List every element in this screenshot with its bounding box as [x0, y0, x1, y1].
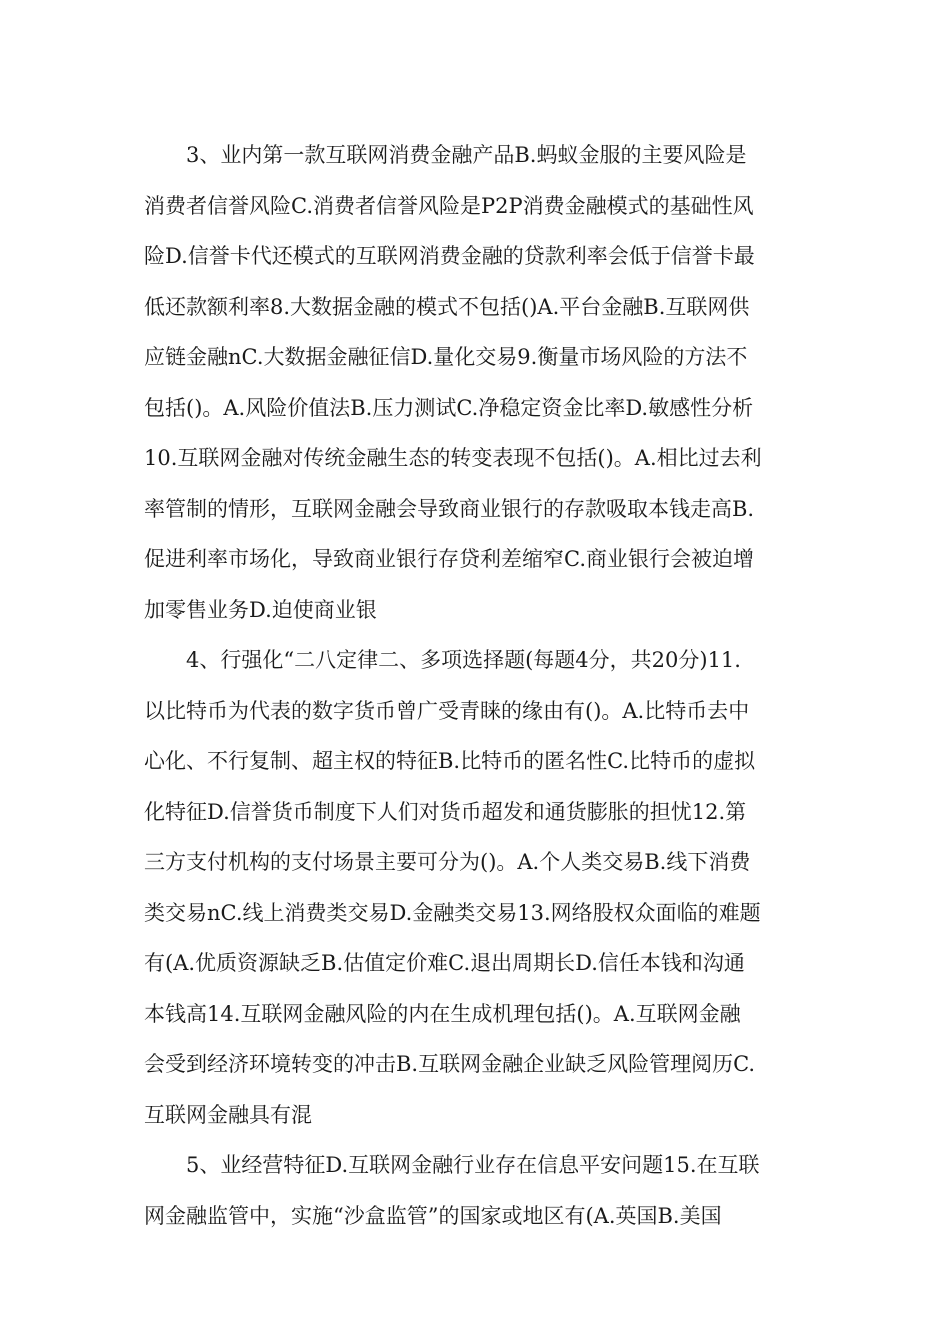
text-line: 消费者信誉风险C.消费者信誉风险是P2P消费金融模式的基础性风: [144, 193, 754, 218]
text-line: 类交易nC.线上消费类交易D.金融类交易13.网络股权众面临的难题: [144, 900, 761, 925]
text-line: 5、业经营特征D.互联网金融行业存在信息平安问题15.在互联: [186, 1153, 760, 1177]
text-line: 4、行强化“二八定律二、多项选择题(每题4分，共20分)11.: [186, 648, 741, 672]
text-line: 险D.信誉卡代还模式的互联网消费金融的贷款利率会低于信誉卡最: [144, 244, 755, 268]
paragraph-5: [144, 1140, 816, 1241]
text-line: 三方支付机构的支付场景主要可分为()。A.个人类交易B.线下消费: [144, 850, 751, 874]
text-line: 应链金融nC.大数据金融征信D.量化交易9.衡量市场风险的方法不: [144, 345, 748, 369]
text-line: 促进利率市场化，导致商业银行存贷利差缩窄C.商业银行会被迫增: [144, 547, 754, 571]
text-line: 10.互联网金融对传统金融生态的转变表现不包括()。A.相比过去利: [144, 446, 762, 470]
document-body: [144, 130, 816, 1241]
text-line: 率管制的情形，互联网金融会导致商业银行的存款吸取本钱走高B.: [144, 496, 755, 521]
text-line: 本钱高14.互联网金融风险的内在生成机理包括()。A.互联网金融: [144, 1001, 741, 1026]
text-line: 低还款额利率8.大数据金融的模式不包括()A.平台金融B.互联网供: [144, 294, 750, 319]
text-line: 网金融监管中，实施“沙盒监管”的国家或地区有(A.英国B.美国: [144, 1203, 722, 1228]
text-line: 会受到经济环境转变的冲击B.互联网金融企业缺乏风险管理阅历C.: [144, 1052, 756, 1076]
paragraph-4: [144, 635, 816, 1140]
paragraph-3: [144, 130, 816, 635]
text-line: 以比特币为代表的数字货币曾广受青睐的缘由有()。A.比特币去中: [144, 698, 750, 723]
text-line: 互联网金融具有混: [144, 1102, 312, 1127]
text-line: 化特征D.信誉货币制度下人们对货币超发和通货膨胀的担忧12.第: [144, 799, 747, 824]
text-line: 有(A.优质资源缺乏B.估值定价难C.退出周期长D.信任本钱和沟通: [144, 951, 745, 975]
text-line: 3、业内第一款互联网消费金融产品B.蚂蚁金服的主要风险是: [186, 143, 747, 167]
text-line: 加零售业务D.迫使商业银: [144, 597, 377, 622]
text-line: 心化、不行复制、超主权的特征B.比特币的匿名性C.比特币的虚拟: [144, 749, 756, 773]
text-line: 包括()。A.风险价值法B.压力测试C.净稳定资金比率D.敏感性分析: [144, 395, 754, 420]
